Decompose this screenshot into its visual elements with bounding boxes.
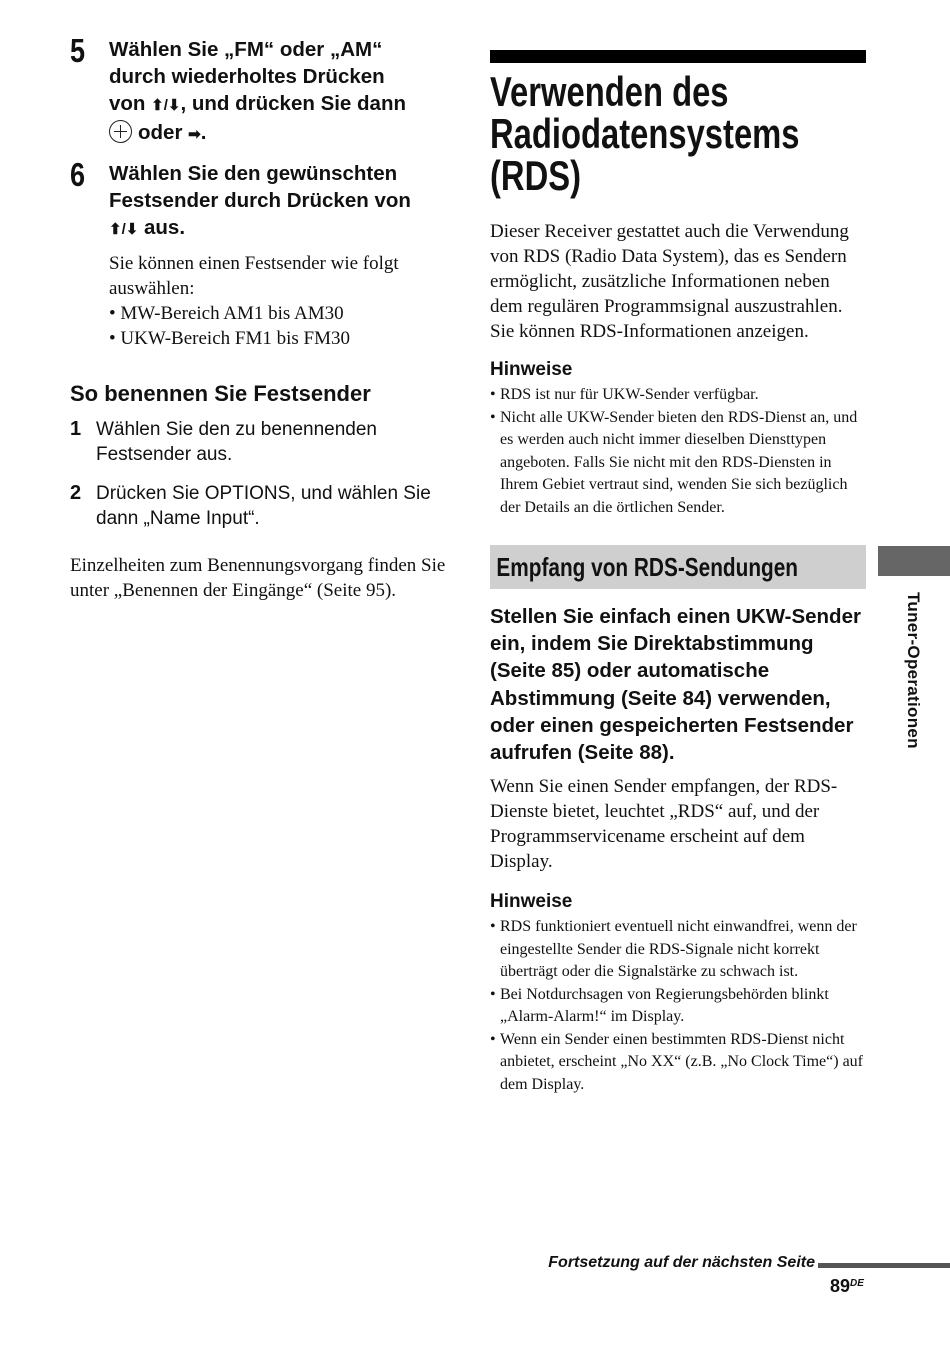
action-heading: Stellen Sie einfach einen UKW-Sender ein, indem Sie Direktabstimmung (Seite 85) oder automatische Abstimmung (Seite 84) verwenden, oder einen gespeicherten Festsender aufrufen (Seite 88).	[490, 605, 861, 765]
step-heading-line: durch wiederholtes Drücken	[109, 65, 385, 88]
step-heading-line: , und drücken Sie dann	[180, 92, 406, 115]
sub-step-number: 1	[70, 418, 82, 440]
up-down-arrow-icon: ⬆/⬇	[151, 97, 181, 114]
page-number-value: 89	[830, 1276, 851, 1296]
list-item: • Wenn ein Sender einen bestimmten RDS-Dienst nicht anbietet, erscheint „No XX“ (z.B. „No Clock Time“) auf dem Display.	[490, 1029, 866, 1097]
sub-step-text: Drücken Sie OPTIONS, und wählen Sie dann „Name Input“.	[96, 483, 431, 529]
action-body: Wenn Sie einen Sender empfangen, der RDS-Dienste bietet, leuchtet „RDS“ auf, und der Programmservicename erscheint auf dem Display.	[490, 776, 838, 873]
step-5	[70, 32, 455, 148]
list-item: • Bei Notdurchsagen von Regierungsbehörden blinkt „Alarm-Alarm!“ im Display.	[490, 984, 866, 1029]
notes-list	[490, 384, 866, 519]
sub-step-number: 2	[70, 482, 82, 504]
enter-button-icon	[109, 120, 132, 143]
sub-step-1	[70, 417, 455, 467]
list-item: • UKW-Bereich FM1 bis FM30	[109, 326, 455, 351]
step-heading-line: aus.	[138, 216, 186, 239]
intro-paragraph: Dieser Receiver gestattet auch die Verwendung von RDS (Radio Data System), das es Sendern ermöglicht, zusätzliche Informationen neben dem regulären Programmsignal auszustrahlen. Sie können RDS-Informationen anzeigen.	[490, 221, 849, 342]
step-heading-line: oder	[138, 121, 189, 144]
section-header	[490, 545, 866, 589]
right-column	[490, 50, 866, 1096]
step-number: 5	[70, 32, 86, 69]
page-language-suffix: DE	[850, 1278, 864, 1289]
right-arrow-icon: ➡	[188, 126, 201, 143]
title-line: Radiodatensystems	[490, 110, 800, 157]
page-title	[490, 68, 864, 199]
continued-rule	[818, 1263, 950, 1268]
title-rule	[490, 50, 866, 63]
title-line: Verwenden des	[490, 68, 729, 115]
reference-paragraph: Einzelheiten zum Benennungsvorgang finden Sie unter „Benennen der Eingänge“ (Seite 95).	[70, 555, 446, 601]
step-heading-line: Wählen Sie „FM“ oder „AM“	[109, 38, 383, 61]
up-down-arrow-icon: ⬆/⬇	[109, 221, 139, 238]
notes-heading: Hinweise	[490, 359, 573, 380]
list-item: • MW-Bereich AM1 bis AM30	[109, 301, 455, 326]
step-heading	[109, 160, 455, 243]
notes-list	[490, 916, 866, 1096]
list-item: • RDS funktioniert eventuell nicht einwandfrei, wenn der eingestellte Sender die RDS-Signale nicht korrekt überträgt oder die Signalstärke zu schwach ist.	[490, 916, 866, 984]
left-column	[70, 32, 455, 603]
section-title: Empfang von RDS-Sendungen	[496, 551, 798, 582]
step-number: 6	[70, 156, 86, 193]
title-line: (RDS)	[490, 152, 581, 199]
preset-range-list	[109, 301, 455, 351]
step-heading-line: Festsender durch Drücken von	[109, 189, 411, 212]
step-heading-line: Wählen Sie den gewünschten	[109, 162, 398, 185]
continued-note: Fortsetzung auf der nächsten Seite	[548, 1254, 815, 1271]
step-heading	[109, 36, 455, 148]
chapter-tab-marker	[878, 546, 950, 576]
notes-heading: Hinweise	[490, 891, 573, 913]
section-subheading: So benennen Sie Festsender	[70, 381, 371, 406]
page-number	[830, 1276, 864, 1297]
step-heading-line: von	[109, 92, 152, 115]
step-body: Sie können einen Festsender wie folgt auswählen:	[109, 253, 399, 299]
sub-step-2	[70, 481, 455, 531]
step-6	[70, 156, 455, 351]
sub-step-text: Wählen Sie den zu benennenden Festsender aus.	[96, 419, 378, 465]
step-heading-line: .	[200, 121, 207, 144]
list-item: • RDS ist nur für UKW-Sender verfügbar.	[490, 384, 866, 407]
chapter-label: Tuner-Operationen	[904, 592, 923, 749]
list-item: • Nicht alle UKW-Sender bieten den RDS-Dienst an, und es werden auch nicht immer dieselben Diensttypen angeboten. Falls Sie nicht mit den RDS-Diensten in Ihrem Gebiet vertraut sind, wenden Sie sich bezüglich der Details an die örtlichen Sender.	[490, 407, 866, 520]
